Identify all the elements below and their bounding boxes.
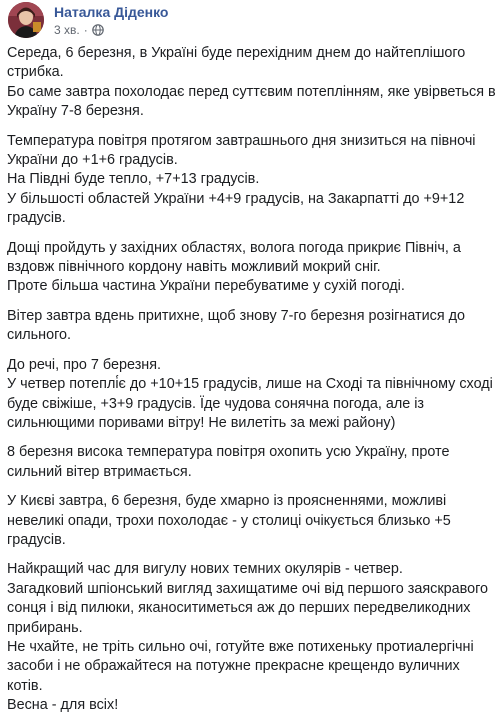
avatar[interactable] [8, 2, 44, 38]
post-text-line: Проте більша частина України перебуватиме у сухій погоді. [7, 278, 405, 295]
post-paragraph [7, 356, 497, 434]
globe-icon[interactable] [92, 24, 104, 36]
post-text-line: У четвер потеплі́є до +10+15 градусів, лише на Сході та північному сході буде свіжіше, +3+9 градусів. Їде чудова сонячна погода, але із сильнющими поривами вітру! Не вилетіть за межі району) [7, 376, 493, 431]
post-paragraph [7, 443, 497, 482]
post-paragraph [7, 239, 497, 297]
post-paragraph [7, 492, 497, 550]
post-text-line: До речі, про 7 березня. [7, 356, 162, 373]
post-paragraph [7, 560, 497, 715]
post-text-line: 8 березня висока температура повітря охопить усю Україну, проте сильний вітер втримається. [7, 444, 450, 480]
post-text-line: У Києві завтра, 6 березня, буде хмарно із проясненнями, можливі невеликі опади, трохи похолодає - у столиці очікується близько +5 градусів. [7, 493, 451, 548]
post-paragraph [7, 44, 497, 122]
post-text-line: На Півдні буде тепло, +7+13 градусів. [7, 171, 260, 188]
profile-photo-icon [8, 2, 44, 38]
meta-separator: · [83, 23, 88, 37]
post-text-line: Бо саме завтра похолодає перед суттєвим потеплінням, яке увірветься в Україну 7-8 березня. [7, 83, 496, 120]
post-text-line: Весна - для всіх! [7, 697, 119, 714]
post-text-line: У більшості областей України +4+9 градусів, на Закарпатті до +9+12 градусів. [7, 190, 465, 227]
post-text-line: Дощі пройдуть у західних областях, волога погода прикриє Північ, а вздовж північного кордону навіть можливий мокрий сніг. [7, 239, 461, 276]
post-timestamp[interactable]: 3 хв. [54, 23, 80, 37]
post-paragraph [7, 132, 497, 229]
post-text [7, 44, 497, 726]
author-name[interactable]: Наталка Діденко [54, 4, 169, 20]
post-subline [54, 23, 168, 37]
post-paragraph [7, 307, 497, 346]
post-text-line: Вітер завтра вдень притихне, щоб знову 7-го березня розігнатися до сильного. [7, 307, 466, 344]
post-text-line: Середа, 6 березня, в Україні буде перехідним днем до найтеплішого стрибка. [7, 45, 466, 81]
post-text-line: Найкращий час для вигулу нових темних окулярів - четвер. [7, 561, 403, 578]
post-text-line: Не чхайте, не тріть сильно очі, готуйте вже потихеньку протиалергічні засоби і не ображайтеся на потужне прекрасне крещендо вуличних котів. [7, 638, 474, 694]
post-text-line: Загадковий шпіонський вигляд захищатиме очі від першого заяскравого сонця і від пилюки, яканоситиметься аж до перших передвеликодних прибирань. [7, 580, 489, 636]
post-text-line: Температура повітря протягом завтрашнього дня знизиться на півночі України до +1+6 градусів. [7, 132, 476, 169]
post-meta [54, 4, 168, 37]
post-header [8, 2, 168, 38]
